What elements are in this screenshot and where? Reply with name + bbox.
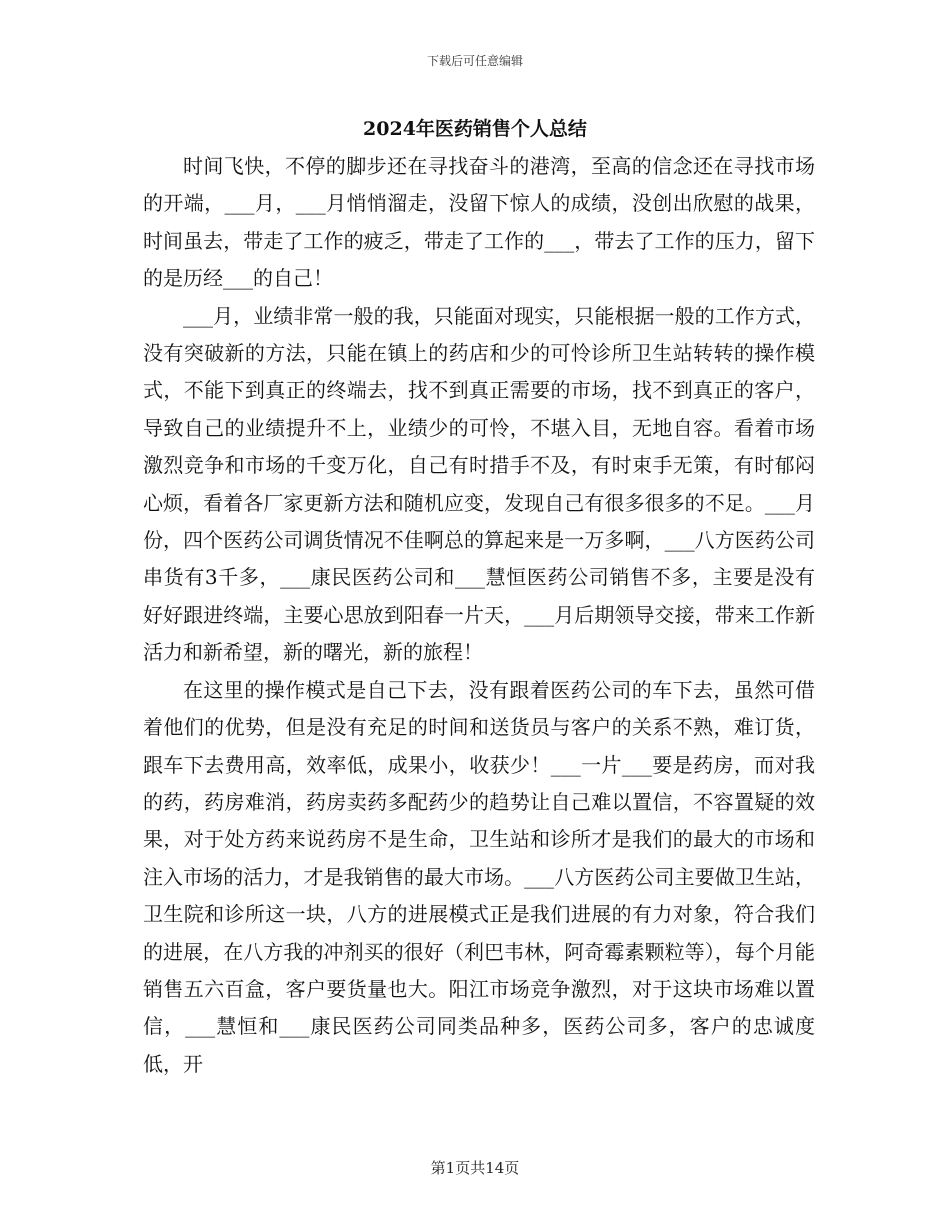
- paragraph-2: ___月，业绩非常一般的我，只能面对现实，只能根据一般的工作方式，没有突破新的方法，只能在镇上的药店和少的可怜诊所卫生站转转的操作模式，不能下到真正的终端去，找不到真正需要的市场，找不到真正的客户，导致自己的业绩提升不上，业绩少的可怜，不堪入目，无地自容。看着市场激烈竞争和市场的千变万化，自己有时措手不及，有时束手无策，有时郁闷心烦，看着各厂家更新方法和随机应变，发现自己有很多很多的不足。___月份，四个医药公司调货情况不佳啊总的算起来是一万多啊，___八方医药公司串货有3千多，___康民医药公司和___慧恒医药公司销售不多，主要是没有好好跟进终端，主要心思放到阳春一片天，___月后期领导交接，带来工作新活力和新希望，新的曙光，新的旅程！: [143, 303, 815, 665]
- page-header-note: 下载后可任意编辑: [426, 54, 523, 68]
- document-title: 2024年医药销售个人总结: [363, 118, 587, 140]
- paragraph-1: 时间飞快，不停的脚步还在寻找奋斗的港湾，至高的信念还在寻找市场的开端，___月，___月悄悄溜走，没留下惊人的成绩，没创出欣慰的战果，时间虽去，带走了工作的疲乏，带走了工作的___，带去了工作的压力，留下的是历经___的自己！: [143, 154, 815, 291]
- document-body: [143, 148, 815, 1083]
- paragraph-3: 在这里的操作模式是自己下去，没有跟着医药公司的车下去，虽然可借着他们的优势，但是没有充足的时间和送货员与客户的关系不熟，难订货，跟车下去费用高，效率低，成果小，收获少！___一片___要是药房，而对我的药，药房难消，药房卖药多配药少的趋势让自己难以置信，不容置疑的效果，对于处方药来说药房不是生命，卫生站和诊所才是我们的最大的市场和注入市场的活力，才是我销售的最大市场。___八方医药公司主要做卫生站，卫生院和诊所这一块，八方的进展模式正是我们进展的有力对象，符合我们的进展，在八方我的冲剂买的很好（利巴韦林，阿奇霉素颗粒等），每个月能销售五六百盒，客户要货量也大。阳江市场竞争激烈，对于这块市场难以置信，___慧恒和___康民医药公司同类品种多，医药公司多，客户的忠诚度低，开: [143, 677, 815, 1076]
- page-number: 第1页共14页: [430, 1159, 520, 1177]
